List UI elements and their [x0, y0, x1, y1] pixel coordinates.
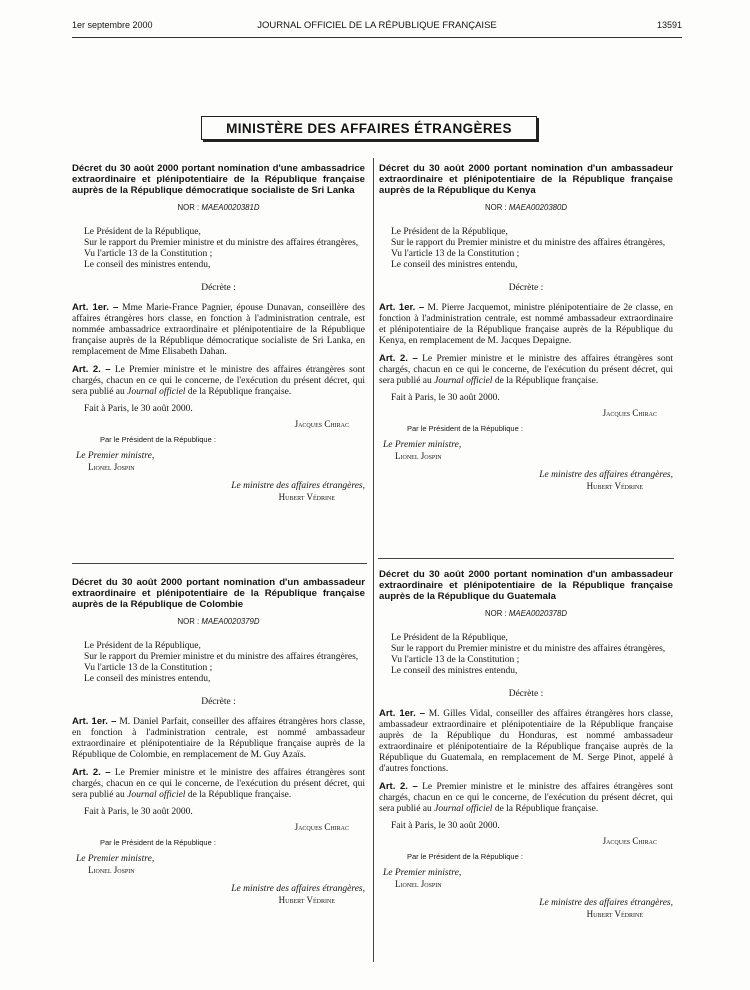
- president-signature: Jacques Chirac: [602, 836, 657, 846]
- article-number: Art. 2. –: [379, 353, 418, 364]
- preamble-line: Vu l'article 13 de la Constitution ;: [84, 249, 213, 259]
- nor-label: NOR :: [485, 609, 507, 618]
- column-divider: [373, 158, 374, 962]
- preamble-line: Le conseil des ministres entendu,: [391, 260, 518, 270]
- minister-name: Hubert Védrine: [586, 481, 643, 491]
- minister-title: Le ministre des affaires étrangères,: [231, 884, 365, 894]
- nor-label: NOR :: [177, 203, 200, 212]
- nor-reference: [379, 202, 673, 213]
- article-number: Art. 2. –: [72, 767, 111, 778]
- article-2: [379, 781, 673, 815]
- prime-minister-name: Lionel Jospin: [395, 879, 442, 889]
- nor-label: NOR :: [177, 617, 200, 626]
- par-le-president: Par le Président de la République :: [100, 838, 216, 847]
- minister-name: Hubert Védrine: [586, 909, 643, 919]
- article-number: Art. 1er. –: [379, 302, 425, 313]
- article-2: [379, 353, 673, 387]
- journal-officiel-emphasis: Journal officiel: [434, 376, 493, 386]
- par-le-president: Par le Président de la République :: [407, 424, 523, 433]
- article-1: [72, 302, 365, 358]
- decree-separator: [378, 558, 674, 559]
- header-date: 1er septembre 2000: [72, 20, 153, 30]
- article-text: de la République française.: [185, 790, 292, 800]
- article-text: Le Premier ministre et le ministre des affaires étrangères sont chargés, chacun en ce qui le concerne, de l'exécution du présent décret, qui sera publié au: [379, 354, 673, 386]
- decree-title: Décret du 30 août 2000 portant nomination d'un ambassadeur extraordinaire et plénipotentiaire de la République française auprès de la République du Guatemala: [379, 569, 673, 602]
- fait-a-paris: Fait à Paris, le 30 août 2000.: [84, 807, 193, 817]
- journal-officiel-emphasis: Journal officiel: [127, 387, 186, 397]
- nor-label: NOR :: [485, 203, 507, 212]
- preamble-line: Le Président de la République,: [391, 227, 508, 237]
- journal-title: JOURNAL OFFICIEL DE LA RÉPUBLIQUE FRANÇAISE: [257, 20, 497, 31]
- minister-name: Hubert Védrine: [278, 895, 335, 905]
- article-text: Le Premier ministre et le ministre des affaires étrangères sont chargés, chacun en ce qui le concerne, de l'exécution du présent décret, qui sera publié au: [72, 365, 365, 397]
- president-signature: Jacques Chirac: [294, 419, 349, 429]
- preamble-line: Vu l'article 13 de la Constitution ;: [391, 655, 520, 665]
- prime-minister-name: Lionel Jospin: [88, 462, 135, 472]
- article-text: Le Premier ministre et le ministre des affaires étrangères sont chargés, chacun en ce qui le concerne, de l'exécution du présent décret, qui sera publié au: [72, 768, 365, 800]
- prime-minister-title: Le Premier ministre,: [76, 451, 155, 461]
- preamble-line: Le conseil des ministres entendu,: [84, 674, 211, 684]
- nor-code: MAEA0020378D: [508, 609, 567, 618]
- minister-name: Hubert Védrine: [278, 492, 335, 502]
- article-number: Art. 1er. –: [379, 708, 425, 719]
- nor-code: MAEA0020381D: [201, 203, 260, 212]
- prime-minister-title: Le Premier ministre,: [76, 854, 155, 864]
- article-text: M. Daniel Parfait, conseiller des affaires étrangères hors classe, en fonction à l'administration centrale, est nommé ambassadeur extraordinaire et plénipotentiaire de la République française auprès de la République de Colombie, en remplacement de M. Guy Azaïs.: [72, 717, 365, 760]
- journal-officiel-emphasis: Journal officiel: [127, 790, 186, 800]
- article-2: [72, 767, 365, 801]
- article-text: de la République française.: [185, 387, 292, 397]
- nor-code: MAEA0020379D: [201, 617, 260, 626]
- fait-a-paris: Fait à Paris, le 30 août 2000.: [84, 404, 193, 414]
- fait-a-paris: Fait à Paris, le 30 août 2000.: [391, 821, 500, 831]
- ministry-title: MINISTÈRE DES AFFAIRES ÉTRANGÈRES: [201, 116, 537, 140]
- par-le-president: Par le Président de la République :: [407, 852, 523, 861]
- preamble-line: Le Président de la République,: [84, 227, 201, 237]
- minister-title: Le ministre des affaires étrangères,: [539, 898, 673, 908]
- preamble-line: Vu l'article 13 de la Constitution ;: [84, 663, 213, 673]
- article-text: Mme Marie-France Pagnier, épouse Dunavan, conseillère des affaires étrangères hors classe, en fonction à l'administration centrale, est nommée ambassadrice extraordinaire et plénipotentiaire de la République française auprès de la République démocratique socialiste de Sri Lanka, en remplacement de Mme Elisabeth Dahan.: [72, 303, 365, 357]
- nor-reference: [72, 202, 365, 213]
- article-text: de la République française.: [492, 376, 599, 386]
- decrete-label: Décrète :: [201, 697, 236, 707]
- decrete-label: Décrète :: [508, 283, 544, 293]
- decrete-label: Décrète :: [508, 689, 544, 699]
- article-text: Le Premier ministre et le ministre des affaires étrangères sont chargés, chacun en ce qui le concerne, de l'exécution du présent décret, qui sera publié au: [379, 782, 673, 814]
- article-text: M. Gilles Vidal, conseiller des affaires étrangères hors classe, ambassadeur extraordinaire et plénipotentiaire de la République française auprès de la République du Honduras, est nommé ambassadeur extraordinaire et plénipotentiaire de la République française auprès de la République du Guatemala, en remplacement de M. Serge Pinot, appelé à d'autres fonctions.: [379, 709, 673, 774]
- preamble-line: Le conseil des ministres entendu,: [84, 260, 211, 270]
- article-text: de la République française.: [492, 804, 599, 814]
- prime-minister-name: Lionel Jospin: [395, 451, 442, 461]
- preamble-line: Vu l'article 13 de la Constitution ;: [391, 249, 520, 259]
- header-rule: [72, 37, 682, 38]
- minister-title: Le ministre des affaires étrangères,: [231, 481, 365, 491]
- page-header: [72, 20, 682, 34]
- prime-minister-name: Lionel Jospin: [88, 865, 135, 875]
- president-signature: Jacques Chirac: [602, 408, 657, 418]
- journal-officiel-emphasis: Journal officiel: [434, 804, 493, 814]
- decree-guatemala: [379, 569, 673, 920]
- decree-separator: [72, 563, 367, 564]
- prime-minister-title: Le Premier ministre,: [383, 440, 462, 450]
- decree-colombie: [72, 577, 365, 906]
- preamble-line: Le conseil des ministres entendu,: [391, 666, 518, 676]
- par-le-president: Par le Président de la République :: [100, 435, 216, 444]
- minister-title: Le ministre des affaires étrangères,: [539, 470, 673, 480]
- article-number: Art. 2. –: [379, 781, 418, 792]
- preamble-line: Le Président de la République,: [391, 633, 508, 643]
- decree-kenya: [379, 163, 673, 492]
- preamble-line: Sur le rapport du Premier ministre et du ministre des affaires étrangères,: [391, 644, 666, 654]
- fait-a-paris: Fait à Paris, le 30 août 2000.: [391, 393, 500, 403]
- decree-title: Décret du 30 août 2000 portant nomination d'une ambassadrice extraordinaire et plénipotentiaire de la République française auprès de la République démocratique socialiste de Sri Lanka: [72, 163, 365, 196]
- article-1: [379, 302, 673, 347]
- article-number: Art. 1er. –: [72, 716, 117, 727]
- prime-minister-title: Le Premier ministre,: [383, 868, 462, 878]
- preamble-line: Sur le rapport du Premier ministre et du ministre des affaires étrangères,: [391, 238, 666, 248]
- article-2: [72, 364, 365, 398]
- decree-sri-lanka: [72, 163, 365, 503]
- nor-reference: [379, 608, 673, 619]
- decrete-label: Décrète :: [201, 283, 236, 293]
- nor-reference: [72, 616, 365, 627]
- decree-title: Décret du 30 août 2000 portant nomination d'un ambassadeur extraordinaire et plénipotentiaire de la République française auprès de la République du Kenya: [379, 163, 673, 196]
- decree-title: Décret du 30 août 2000 portant nomination d'un ambassadeur extraordinaire et plénipotentiaire de la République française auprès de la République de Colombie: [72, 577, 365, 610]
- article-1: [379, 708, 673, 775]
- article-text: M. Pierre Jacquemot, ministre plénipotentiaire de 2e classe, en fonction à l'administration centrale, est nommé ambassadeur extraordinaire et plénipotentiaire de la République française auprès de la République du Kenya, en remplacement de M. Jacques Depaigne.: [379, 303, 673, 346]
- article-number: Art. 1er. –: [72, 302, 119, 313]
- nor-code: MAEA0020380D: [508, 203, 567, 212]
- article-1: [72, 716, 365, 761]
- article-number: Art. 2. –: [72, 364, 111, 375]
- president-signature: Jacques Chirac: [294, 822, 349, 832]
- preamble-line: Le Président de la République,: [84, 641, 201, 651]
- preamble-line: Sur le rapport du Premier ministre et du ministre des affaires étrangères,: [84, 238, 359, 248]
- page-number: 13591: [656, 20, 682, 30]
- preamble-line: Sur le rapport du Premier ministre et du ministre des affaires étrangères,: [84, 652, 359, 662]
